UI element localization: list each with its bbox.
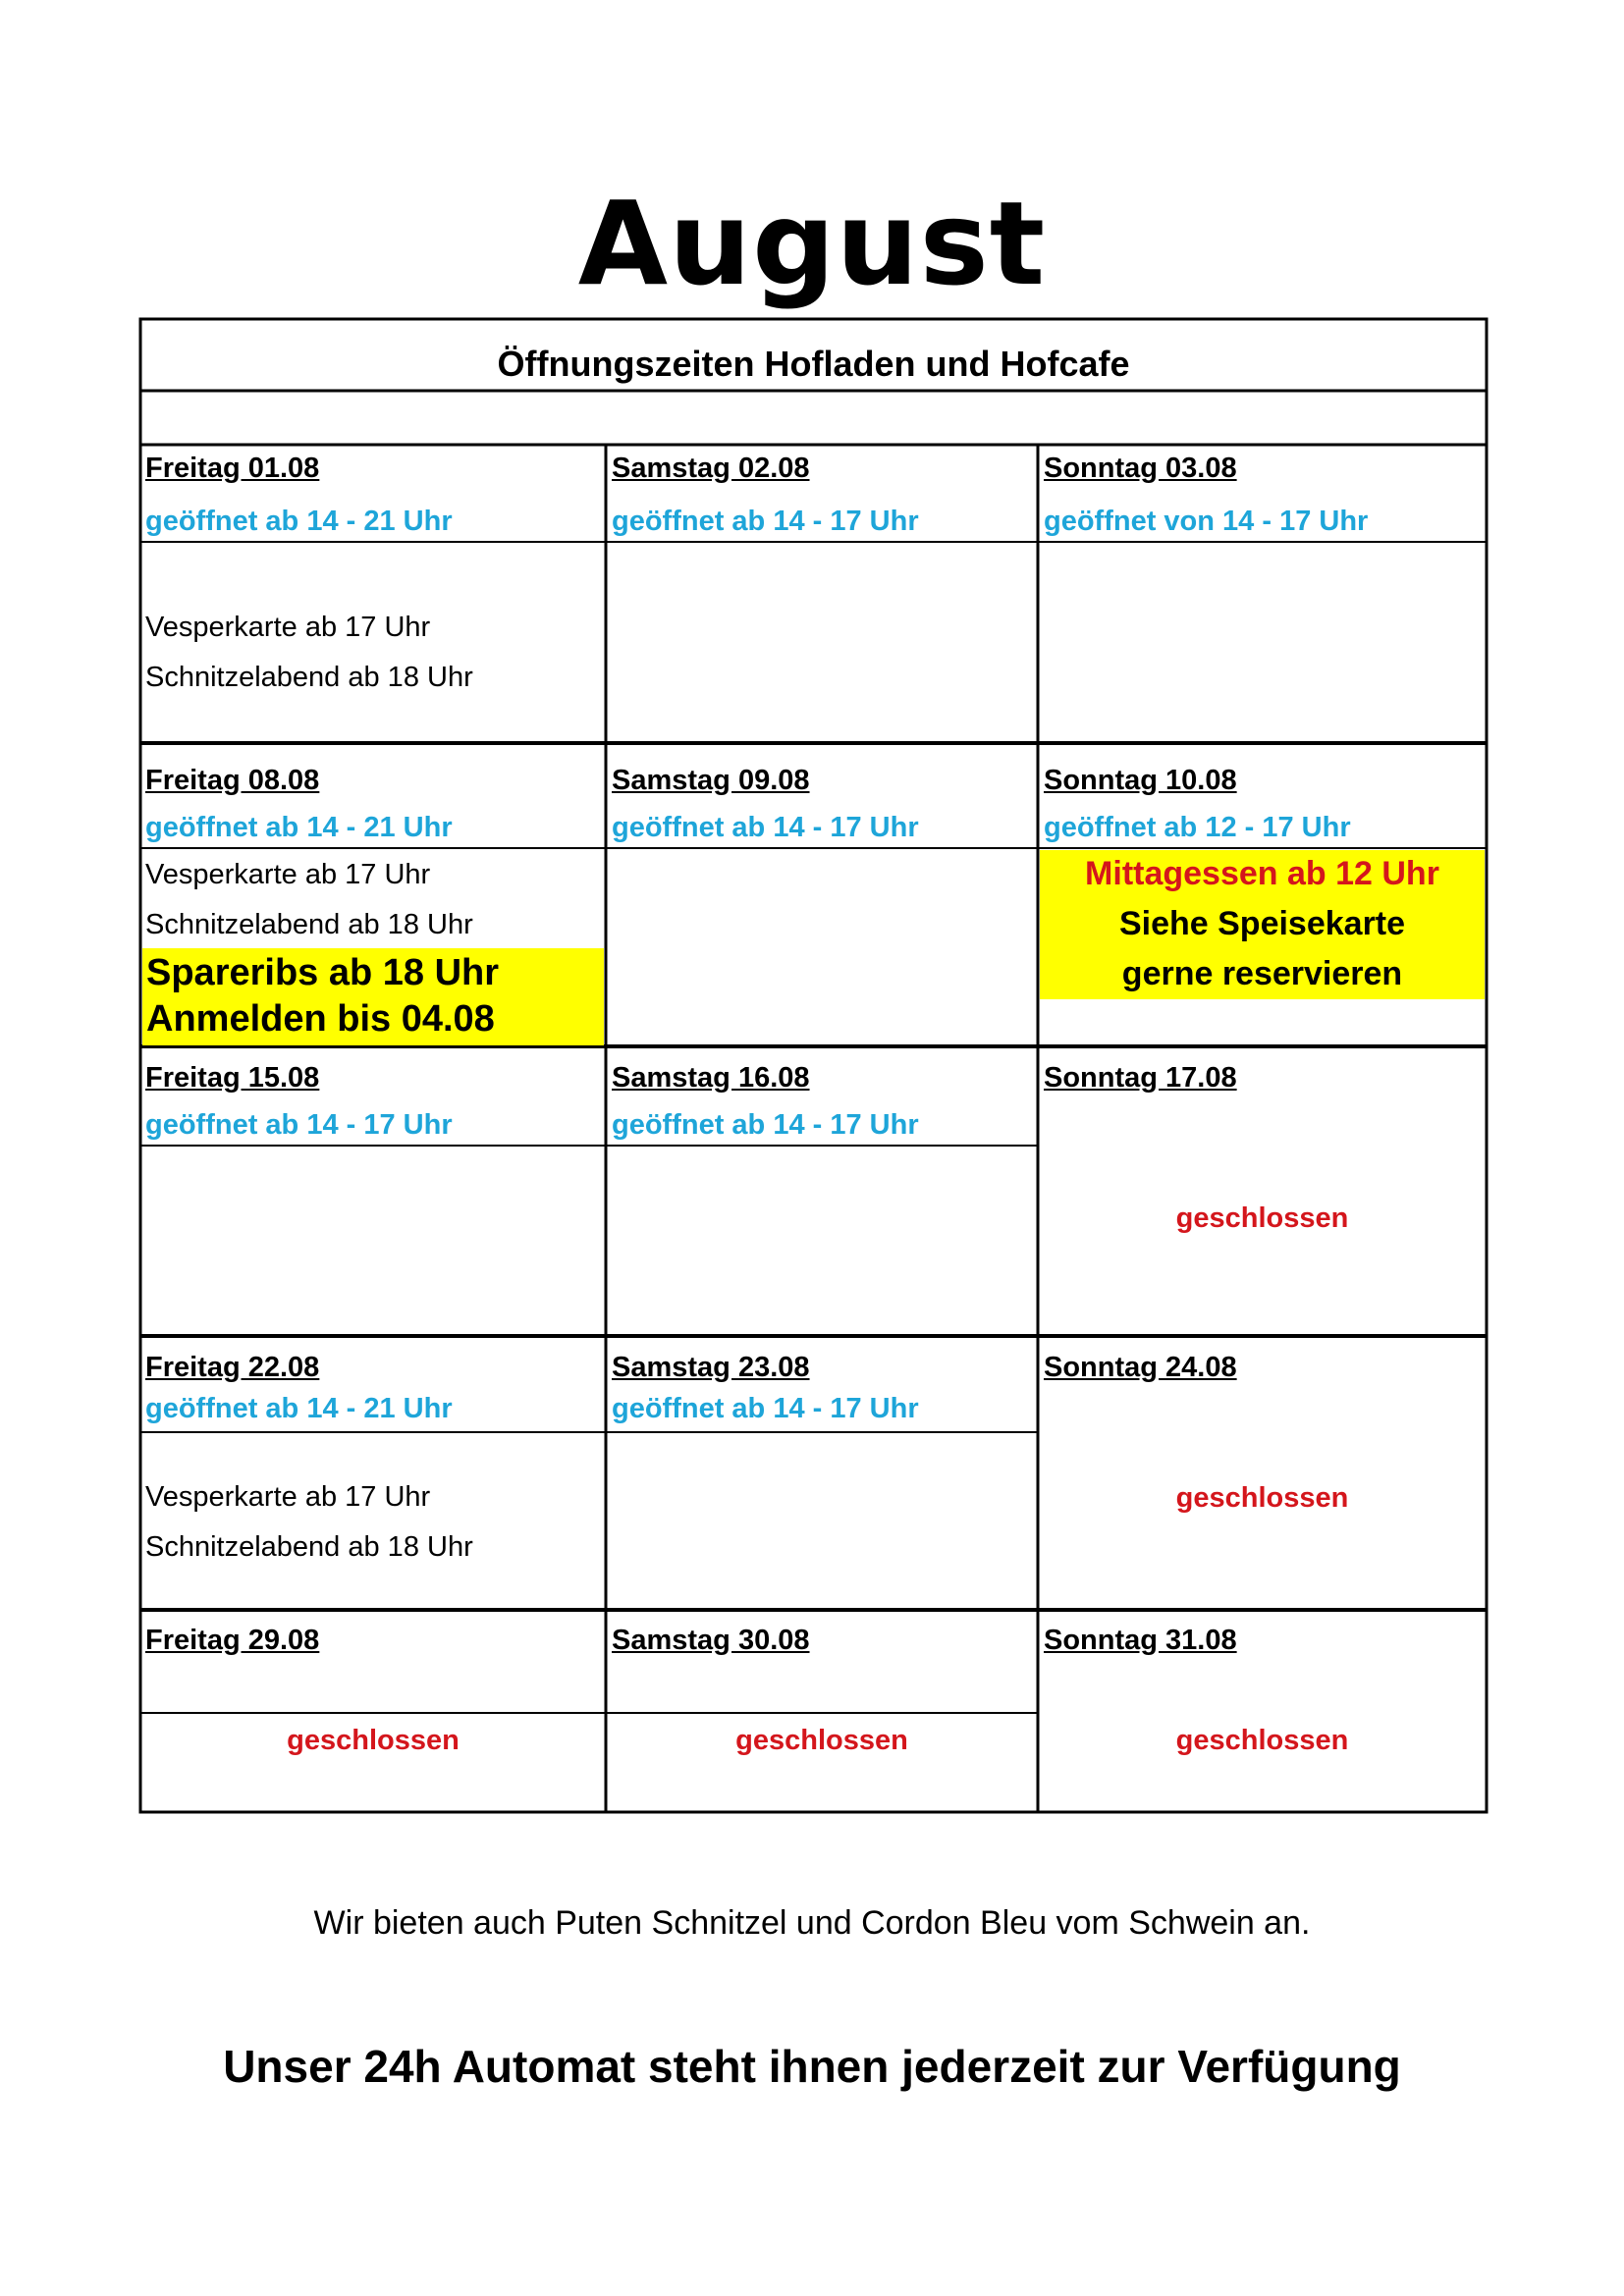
day-label-sun-0308: Sonntag 03.08 — [1044, 453, 1237, 484]
day-label-sat-1608: Samstag 16.08 — [612, 1062, 810, 1094]
status-closed-3008: geschlossen — [735, 1725, 908, 1756]
status-closed-2408: geschlossen — [1175, 1482, 1349, 1514]
status-closed-1708: geschlossen — [1175, 1202, 1349, 1234]
day-label-fri-2208: Freitag 22.08 — [145, 1352, 320, 1383]
highlight-mittagessen-line: Mittagessen ab 12 Uhr — [1085, 855, 1439, 892]
highlight-anmelden-line: Anmelden bis 04.08 — [146, 998, 495, 1040]
note-vesperkarte-0808: Vesperkarte ab 17 Uhr — [145, 859, 431, 890]
day-label-sun-1008: Sonntag 10.08 — [1044, 765, 1237, 796]
hours-fri-0808: geöffnet ab 14 - 21 Uhr — [145, 812, 453, 843]
day-label-sat-0208: Samstag 02.08 — [612, 453, 810, 484]
day-label-sat-0908: Samstag 09.08 — [612, 765, 810, 796]
day-label-fri-0808: Freitag 08.08 — [145, 765, 320, 796]
day-label-fri-1508: Freitag 15.08 — [145, 1062, 320, 1094]
day-label-fri-2908: Freitag 29.08 — [145, 1625, 320, 1656]
note-vesperkarte-2208: Vesperkarte ab 17 Uhr — [145, 1481, 431, 1513]
hours-sat-0908: geöffnet ab 14 - 17 Uhr — [612, 812, 919, 843]
status-closed-2908: geschlossen — [287, 1725, 460, 1756]
highlight-reservieren-line: gerne reservieren — [1121, 955, 1403, 992]
status-closed-3108: geschlossen — [1175, 1725, 1349, 1756]
day-label-fri-0108: Freitag 01.08 — [145, 453, 320, 484]
highlight-speisekarte-line: Siehe Speisekarte — [1118, 905, 1406, 942]
highlight-spareribs-line: Spareribs ab 18 Uhr — [146, 952, 500, 993]
day-label-sat-3008: Samstag 30.08 — [612, 1625, 810, 1656]
hours-fri-1508: geöffnet ab 14 - 17 Uhr — [145, 1109, 453, 1141]
hours-sat-2308: geöffnet ab 14 - 17 Uhr — [612, 1393, 919, 1424]
footer-note: Wir bieten auch Puten Schnitzel und Cordon Bleu vom Schwein an. — [313, 1904, 1311, 1942]
day-label-sun-3108: Sonntag 31.08 — [1044, 1625, 1237, 1656]
note-schnitzelabend-0808: Schnitzelabend ab 18 Uhr — [145, 909, 473, 940]
hours-sat-0208: geöffnet ab 14 - 17 Uhr — [612, 506, 919, 537]
hours-fri-2208: geöffnet ab 14 - 21 Uhr — [145, 1393, 453, 1424]
note-schnitzelabend-2208: Schnitzelabend ab 18 Uhr — [145, 1531, 473, 1563]
day-label-sun-1708: Sonntag 17.08 — [1044, 1062, 1237, 1094]
note-vesperkarte-0108: Vesperkarte ab 17 Uhr — [145, 612, 431, 643]
page-title: August — [577, 176, 1047, 311]
day-label-sun-2408: Sonntag 24.08 — [1044, 1352, 1237, 1383]
hours-sat-1608: geöffnet ab 14 - 17 Uhr — [612, 1109, 919, 1141]
day-label-sat-2308: Samstag 23.08 — [612, 1352, 810, 1383]
footer-automat-notice: Unser 24h Automat steht ihnen jederzeit zur Verfügung — [223, 2041, 1401, 2092]
table-title: Öffnungszeiten Hofladen und Hofcafe — [497, 344, 1130, 384]
note-schnitzelabend-0108: Schnitzelabend ab 18 Uhr — [145, 662, 473, 693]
hours-sun-0308: geöffnet von 14 - 17 Uhr — [1044, 506, 1369, 537]
hours-fri-0108: geöffnet ab 14 - 21 Uhr — [145, 506, 453, 537]
hours-sun-1008: geöffnet ab 12 - 17 Uhr — [1044, 812, 1351, 843]
